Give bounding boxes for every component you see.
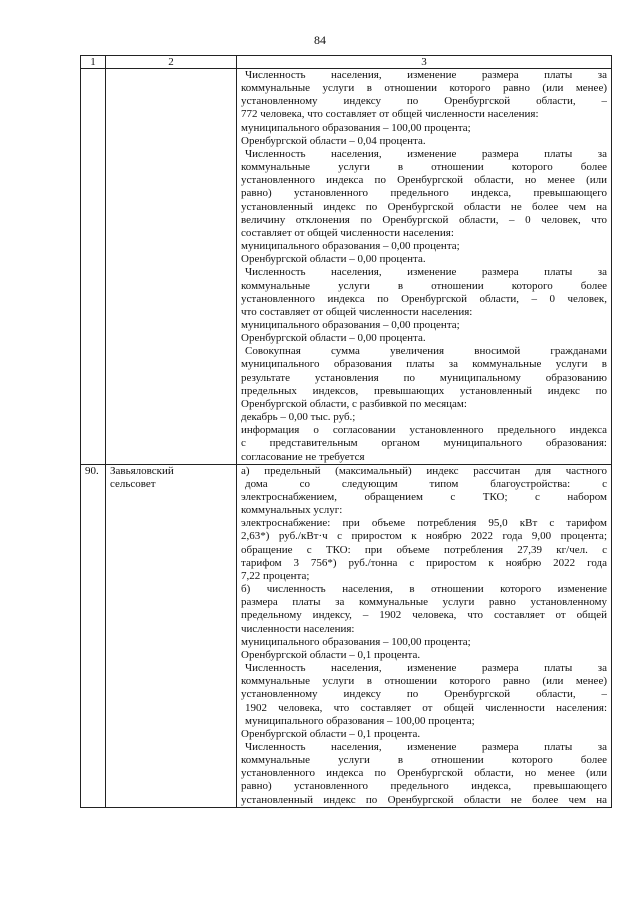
text-line: Оренбургской области, с разбивкой по месяцам: bbox=[241, 397, 467, 410]
text-line: Оренбургской области – 0,00 процента. bbox=[241, 332, 426, 345]
text-line: установленного индекса по Оренбургской области, но менее (или bbox=[241, 767, 607, 780]
text-line: равно) установленного предельного индекса, превышающего bbox=[241, 187, 607, 200]
text-line: 772 человека, что составляет от общей численности населения: bbox=[241, 108, 539, 121]
text-line: а) предельный (максимальный) индекс рассчитан для частного bbox=[241, 464, 607, 477]
row-number-cell: 90. bbox=[81, 464, 106, 807]
text-line: установленного индекса по Оренбургской области, но менее (или bbox=[241, 174, 607, 187]
text-line: коммунальных услуг: bbox=[241, 504, 343, 517]
text-line: Оренбургской области – 0,00 процента. bbox=[241, 253, 426, 266]
text-line: установленному индексу по Оренбургской области, – bbox=[241, 688, 607, 701]
document-table bbox=[80, 55, 612, 808]
text-line: б) численность населения, в отношении которого изменение bbox=[241, 583, 607, 596]
text-line: предельному индексу, – 1902 человека, что составляет от общей bbox=[241, 609, 607, 622]
text-line: Численность населения, изменение размера платы за bbox=[245, 147, 607, 160]
row-number-cell bbox=[81, 69, 106, 465]
municipality-name-line: Завьяловский bbox=[110, 464, 174, 477]
text-line: Оренбургской области – 0,04 процента. bbox=[241, 134, 426, 147]
text-line: дома со следующим типом благоустройства: с bbox=[245, 477, 607, 490]
header-col-2: 2 bbox=[106, 56, 237, 69]
row-text-cell bbox=[237, 464, 612, 807]
text-line: муниципального образования – 100,00 процента; bbox=[241, 121, 471, 134]
text-line: информация о согласовании установленного предельного индекса bbox=[241, 424, 607, 437]
text-line: установленного индекса по Оренбургской области, – 0 человек, bbox=[241, 292, 607, 305]
text-line: коммунальные услуги в отношении которого равно (или менее) bbox=[241, 82, 607, 95]
text-line: Численность населения, изменение размера платы за bbox=[245, 266, 607, 279]
page-number: 84 bbox=[314, 33, 326, 47]
row-name-cell bbox=[106, 69, 237, 465]
text-line: результате установления по муниципальному образованию bbox=[241, 371, 607, 384]
table-row-90 bbox=[81, 464, 612, 807]
text-line: что составляет от общей численности населения: bbox=[241, 305, 473, 318]
table-row-continued bbox=[81, 69, 612, 465]
text-line: установленный индекс по Оренбургской области не более чем на bbox=[241, 793, 607, 806]
text-line: Численность населения, изменение размера платы за bbox=[245, 662, 607, 675]
text-line: составляет от общей численности населения: bbox=[241, 226, 454, 239]
text-line: Численность населения, изменение размера платы за bbox=[245, 69, 607, 81]
text-line: установленному индексу по Оренбургской области, – bbox=[241, 95, 607, 108]
text-line: коммунальные услуги в отношении которого более bbox=[241, 279, 607, 292]
text-line: Численность населения, изменение размера платы за bbox=[245, 740, 607, 753]
text-line: Оренбургской области – 0,1 процента. bbox=[241, 727, 421, 740]
text-line: 7,22 процента; bbox=[241, 569, 310, 582]
text-line: размера платы за коммунальные услуги равно установленному bbox=[241, 596, 607, 609]
text-line: 1902 человека, что составляет от общей численности населения: bbox=[245, 701, 607, 714]
text-line: предельных индексов, превышающих установленный индекс по bbox=[241, 384, 607, 397]
header-col-3: 3 bbox=[237, 56, 612, 69]
text-line: обращение с ТКО: при объеме потребления 27,39 кг/чел. с bbox=[241, 543, 607, 556]
text-line: согласование не требуется bbox=[241, 450, 365, 463]
text-line: 2,63*) руб./кВт·ч с приростом к ноябрю 2022 года 9,00 процента; bbox=[241, 530, 607, 543]
text-line: коммунальные услуги в отношении которого более bbox=[241, 754, 607, 767]
text-line: Совокупная сумма увеличения вносимой гражданами bbox=[245, 345, 607, 358]
text-line: установленный индекс по Оренбургской области не более чем на bbox=[241, 200, 607, 213]
text-line: муниципального образования – 0,00 процента; bbox=[241, 318, 460, 331]
text-line: муниципального образования – 100,00 процента; bbox=[241, 635, 471, 648]
header-col-1: 1 bbox=[81, 56, 106, 69]
text-line: муниципального образования платы за коммунальные услуги в bbox=[241, 358, 607, 371]
text-line: равно) установленного предельного индекса, превышающего bbox=[241, 780, 607, 793]
text-line: муниципального образования – 0,00 процента; bbox=[241, 240, 460, 253]
text-line: коммунальные услуги в отношении которого более bbox=[241, 161, 607, 174]
text-line: тарифом 3 756*) руб./тонна с приростом к ноябрю 2022 года bbox=[241, 556, 607, 569]
text-line: муниципального образования – 100,00 процента; bbox=[245, 714, 475, 727]
text-line: электроснабжение: при объеме потребления 95,0 кВт с тарифом bbox=[241, 517, 607, 530]
table-header-row bbox=[81, 56, 612, 69]
row-text-cell bbox=[237, 69, 612, 465]
text-line: с представительным органом муниципального образования: bbox=[241, 437, 607, 450]
text-line: Оренбургской области – 0,1 процента. bbox=[241, 648, 421, 661]
text-line: электроснабжением, обращением с ТКО; с набором bbox=[241, 491, 607, 503]
text-line: коммунальные услуги в отношении которого равно (или менее) bbox=[241, 675, 607, 688]
text-line: численности населения: bbox=[241, 622, 355, 635]
row-name-cell bbox=[106, 464, 237, 807]
text-line: декабрь – 0,00 тыс. руб.; bbox=[241, 411, 356, 424]
municipality-name-line: сельсовет bbox=[110, 477, 156, 490]
text-line: величину отклонения по Оренбургской области, – 0 человек, что bbox=[241, 213, 607, 226]
